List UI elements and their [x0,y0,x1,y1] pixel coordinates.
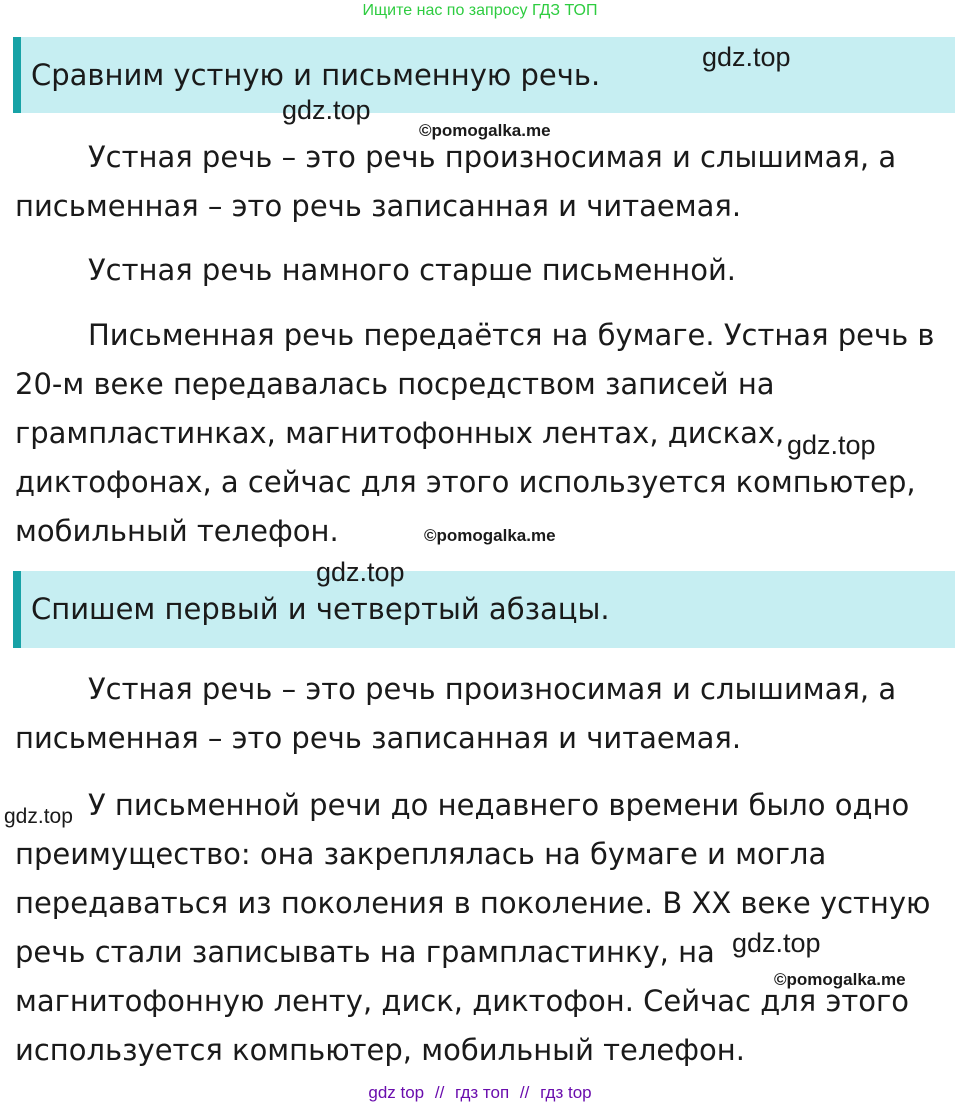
watermark-pomogalka: ©pomogalka.me [774,970,906,989]
paragraph-fourth-text: У письменной речи до недавнего времени было одно преимущество: она закреплялась на бумаге и могла передаваться из поколения в поколение. В XX веке устную речь стали записывать на грампластинку, на магнитофонную ленту, диск, диктофон. Сейчас для этого используется компьютер, мобильный телефон. [15,788,931,1067]
watermark-gdz: gdz.top [282,95,371,125]
paragraph-oral-written-definition: Устная речь – это речь произносимая и слышимая, а письменная – это речь записанная и читаемая. [15,140,897,223]
section-heading-text: Спишем первый и четвертый абзацы. [31,592,610,627]
watermark-pomogalka: ©pomogalka.me [419,121,551,140]
footer-separator: // [434,1083,445,1102]
footer-link[interactable]: gdz top [368,1083,425,1102]
watermark-gdz: gdz.top [787,430,876,460]
watermark-gdz: gdz.top [702,42,791,72]
paragraph-transmission: Письменная речь передаётся на бумаге. Устная речь в 20-м веке передавалась посредством записей на грампластинках, магнитофонных лентах, дисках, диктофонах, а сейчас для этого используется компьютер, мобильный телефон. [15,318,935,548]
watermark-gdz: gdz.top [4,805,73,828]
footer-link[interactable]: гдз top [540,1083,592,1102]
watermark-pomogalka: ©pomogalka.me [424,526,556,545]
footer-link[interactable]: гдз топ [455,1083,510,1102]
section-heading-compare [13,37,955,113]
footer-separator: // [519,1083,530,1102]
watermark-gdz: gdz.top [316,557,405,587]
paragraph-first-copied: Устная речь – это речь произносимая и слышимая, а письменная – это речь записанная и читаемая. [15,672,897,755]
footer-links [0,1083,960,1103]
top-banner: Ищите нас по запросу ГДЗ ТОП [362,2,598,19]
paragraph-oral-older: Устная речь намного старше письменной. [88,253,737,287]
section-heading-text: Сравним устную и письменную речь. [31,57,601,92]
section-heading-copy [13,571,955,648]
watermark-gdz: gdz.top [732,928,821,958]
